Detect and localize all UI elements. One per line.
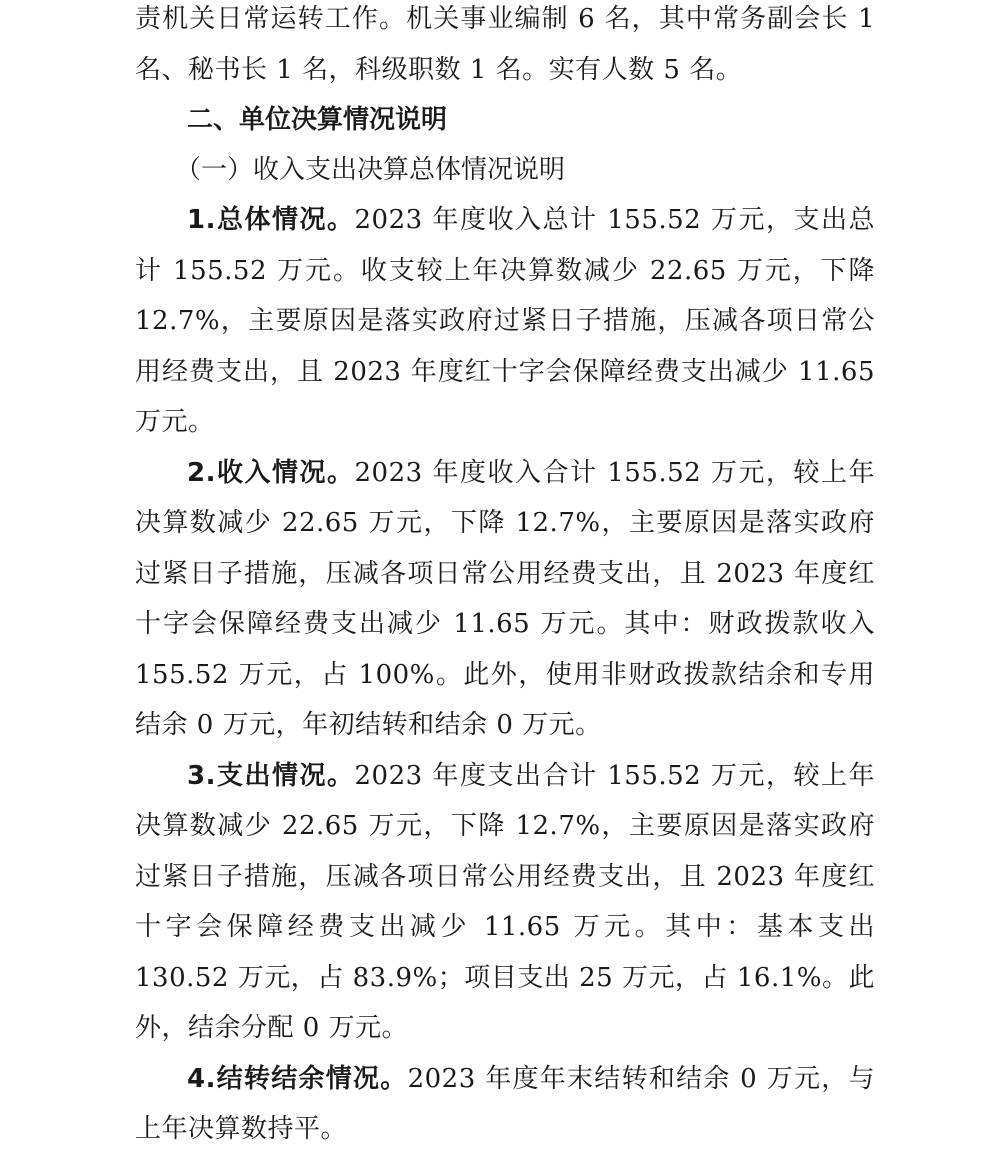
sub-heading: （一）收入支出决算总体情况说明 (175, 155, 566, 185)
paragraph-income (135, 448, 875, 751)
paragraph-income-lead: 2.收入情况。 (187, 457, 355, 488)
document-page (135, 0, 875, 1155)
paragraph-expenditure (135, 751, 875, 1054)
paragraph-overall-lead: 1.总体情况。 (187, 205, 355, 235)
paragraph-overall (135, 195, 875, 448)
intro-line-2: 名、秘书长 1 名，科级职数 1 名。实有人数 5 名。 (135, 54, 743, 85)
paragraph-carryover (135, 1054, 875, 1155)
paragraph-carryover-text: 2023 年度年末结转和结余 0 万元，与上年决算数持平。 (135, 1063, 875, 1144)
intro-line-1: 责机关日常运转工作。机关事业编制 6 名，其中常务副会长 1 (135, 4, 875, 34)
paragraph-carryover-lead: 4.结转结余情况。 (187, 1063, 408, 1094)
paragraph-expenditure-lead: 3.支出情况。 (187, 760, 355, 791)
paragraph-income-text: 2023 年度收入合计 155.52 万元，较上年决算数减少 22.65 万元，下降 12.7%，主要原因是落实政府过紧日子措施，压减各项日常公用经费支出，且 2023 年度红十字会保障经费支出减少 11.65 万元。其中：财政拨款收入 155.52 万元，占 100%。此外，使用非财政拨款结余和专用结余 0 万元，年初结转和结余 0 万元。 (135, 457, 876, 740)
paragraph-overall-text: 2023 年度收入总计 155.52 万元，支出总计 155.52 万元。收支较上年决算数减少 22.65 万元，下降 12.7%，主要原因是落实政府过紧日子措施，压减各项日常公用经费支出，且 2023 年度红十字会保障经费支出减少 11.65 万元。 (135, 205, 876, 437)
section-heading: 二、单位决算情况说明 (187, 105, 448, 135)
paragraph-expenditure-text: 2023 年度支出合计 155.52 万元，较上年决算数减少 22.65 万元，下降 12.7%，主要原因是落实政府过紧日子措施，压减各项日常公用经费支出，且 2023 年度红十字会保障经费支出减少 11.65 万元。其中：基本支出 130.52 万元，占 83.9%；项目支出 25 万元，占 16.1%。此外，结余分配 0 万元。 (135, 760, 876, 1043)
